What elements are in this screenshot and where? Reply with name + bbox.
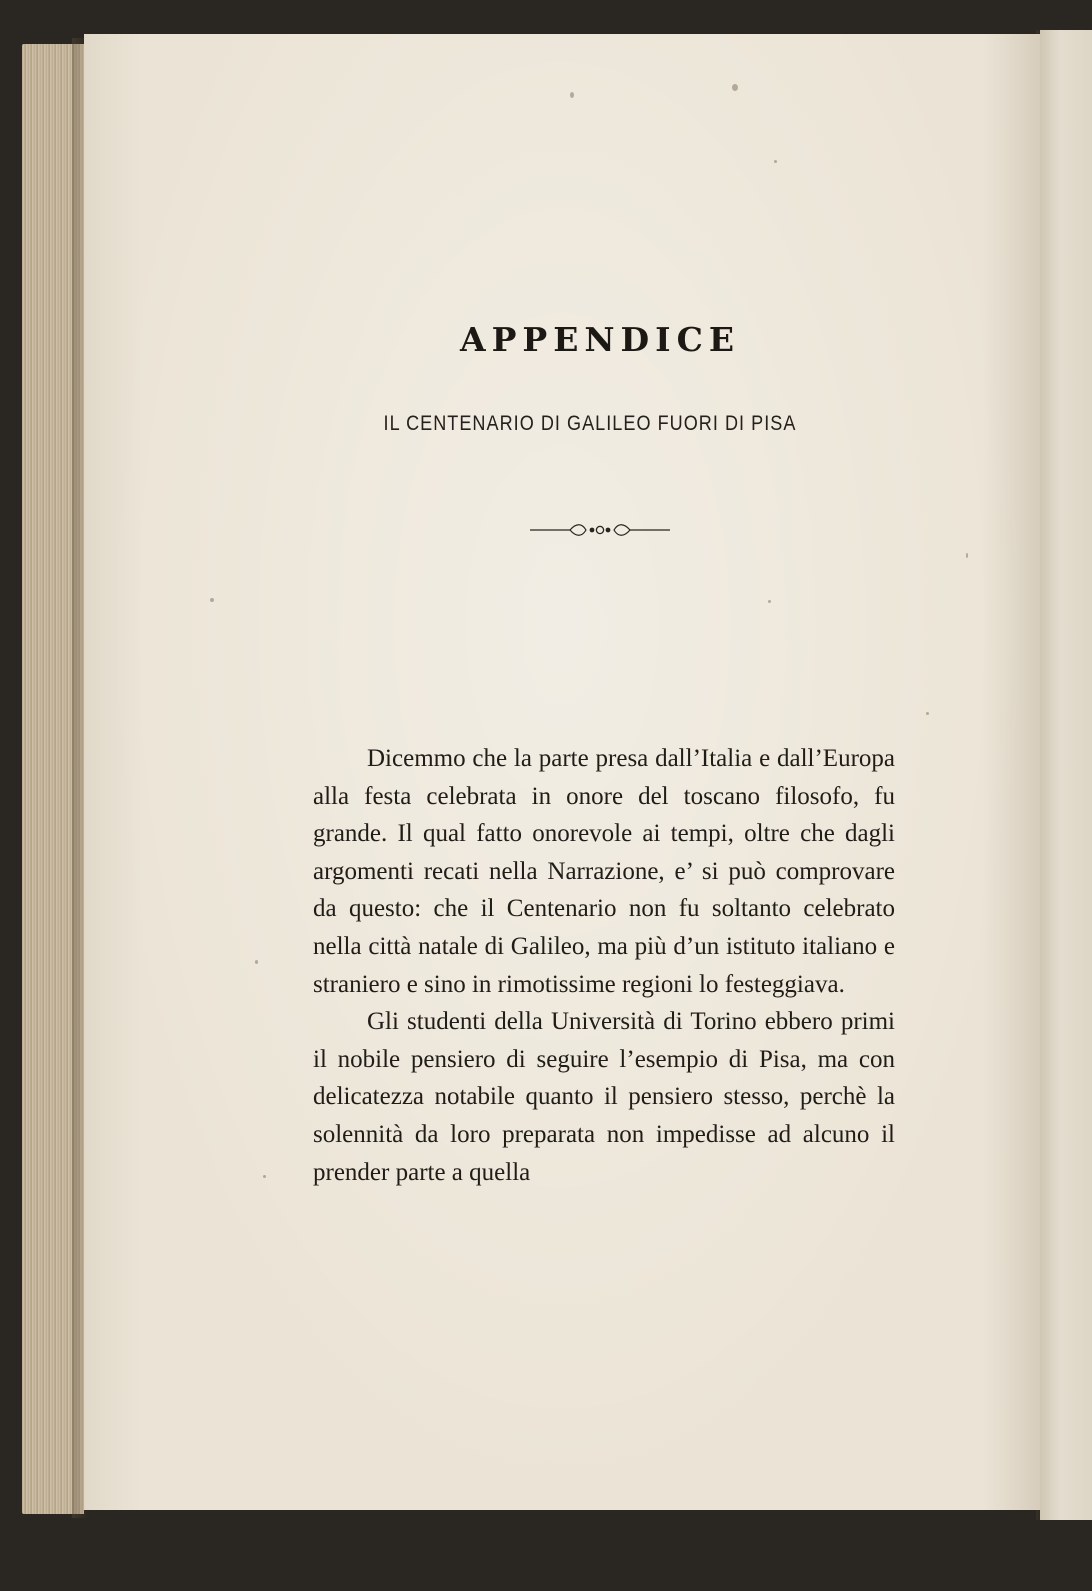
body-text: [313, 740, 895, 1191]
section-subheading: IL CENTENARIO DI GALILEO FUORI DI PISA: [383, 412, 797, 435]
paragraph-2: Gli studenti della Università di Torino ebbero primi il nobile pensiero di seguire l’esempio di Pisa, ma con delicatezza notabile quanto il pensiero stesso, perchè la solennità da loro preparata non impedisse ad alcuno il prender parte a quella: [313, 1008, 895, 1186]
next-page-sliver: [1040, 30, 1092, 1520]
ornament-divider-icon: [530, 520, 670, 540]
appendix-heading: APPENDICE: [459, 320, 741, 360]
paragraph-1: Dicemmo che la parte presa dall’Italia e dall’Europa alla festa celebrata in onore del toscano filosofo, fu grande. Il qual fatto onorevole ai tempi, oltre che dagli argomenti recati nella Narrazione, e’ si può comprovare da questo: che il Centenario non fu soltanto celebrato nella città natale di Galileo, ma più d’un istituto italiano e straniero e sino in rimotissime regioni lo festeggiava.: [313, 745, 895, 998]
